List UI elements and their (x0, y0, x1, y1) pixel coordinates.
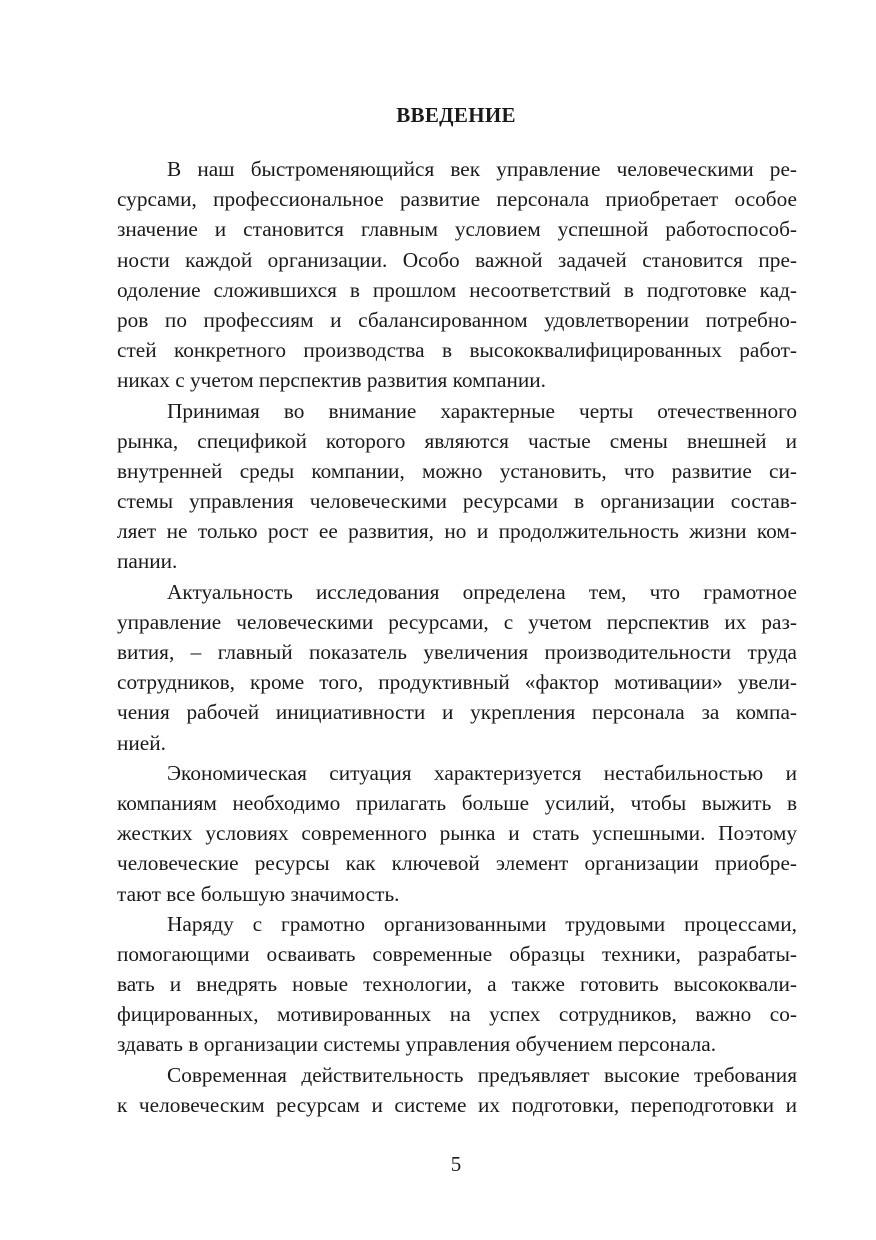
text-line: ляет не только рост ее развития, но и продолжительность жизни ком- (117, 519, 797, 544)
body-text (117, 154, 797, 1120)
text-line: значение и становится главным условием успешной работоспособ- (117, 217, 797, 242)
page-title: ВВЕДЕНИЕ (396, 103, 516, 127)
text-line: внутренней среды компании, можно установить, что развитие си- (117, 458, 797, 483)
text-line: пании. (117, 549, 178, 574)
text-line: вать и внедрять новые технологии, а также готовить высококвали- (117, 972, 797, 997)
text-line: Принимая во внимание характерные черты отечественного (167, 398, 797, 423)
text-line: тают все большую значимость. (117, 881, 400, 906)
text-line: компаниям необходимо прилагать больше усилий, чтобы выжить в (117, 790, 797, 815)
text-line: чения рабочей инициативности и укрепления персонала за компа- (117, 700, 797, 725)
text-line: В наш быстроменяющийся век управление человеческими ре- (167, 157, 797, 181)
text-line: Современная действительность предъявляет высокие требования (167, 1062, 797, 1087)
text-line: никах с учетом перспектив развития компании. (117, 368, 546, 393)
text-line: стей конкретного производства в высококвалифицированных работ- (117, 338, 797, 363)
text-line: человеческие ресурсы как ключевой элемент организации приобре- (117, 851, 797, 876)
text-line: нией. (117, 730, 166, 755)
text-line: Экономическая ситуация характеризуется нестабильностью и (167, 760, 797, 785)
text-line: управление человеческими ресурсами, с учетом перспектив их раз- (117, 609, 797, 634)
text-line: жестких условиях современного рынка и стать успешными. Поэтому (117, 821, 797, 846)
text-line: помогающими осваивать современные образцы техники, разрабаты- (117, 941, 797, 966)
text-line: одоление сложившихся в прошлом несоответствий в подготовке кад- (117, 277, 797, 302)
text-line: здавать в организации системы управления обучением персонала. (117, 1032, 717, 1057)
text-line: сотрудников, кроме того, продуктивный «фактор мотивации» увели- (117, 670, 797, 695)
text-line: сурсами, профессиональное развитие персонала приобретает особое (117, 187, 797, 212)
text-line: вития, – главный показатель увеличения производительности труда (117, 640, 797, 664)
text-line: ности каждой организации. Особо важной задачей становится пре- (117, 247, 797, 272)
text-line: Актуальность исследования определена тем, что грамотное (167, 579, 797, 604)
text-line: Наряду с грамотно организованными трудовыми процессами, (167, 911, 797, 936)
page-number: 5 (450, 1152, 462, 1176)
text-line: фицированных, мотивированных на успех сотрудников, важно со- (117, 1002, 797, 1027)
text-line: ров по профессиям и сбалансированном удовлетворении потребно- (117, 307, 797, 332)
text-line: рынка, спецификой которого являются частые смены внешней и (117, 428, 797, 453)
text-line: стемы управления человеческими ресурсами в организации состав- (117, 489, 797, 514)
text-line: к человеческим ресурсам и системе их подготовки, переподготовки и (117, 1092, 797, 1117)
